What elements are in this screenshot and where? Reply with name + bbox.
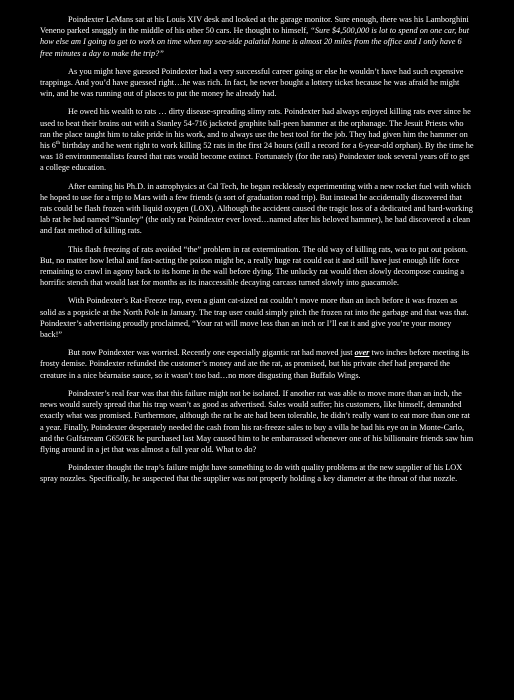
paragraph-6-text: With Poindexter’s Rat-Freeze trap, even a giant cat-sized rat couldn’t move more than an inch before it was frozen as solid as a popsicle at the North Pole in January. The trap user could simply pitch the frozen rat into the garbage and that was that. Poindexter’s advertising proudly proclaimed, “Your rat will move less than an inch or I’ll eat it and give you’re your money back!” [40, 296, 469, 340]
paragraph-2-text: As you might have guessed Poindexter had a very successful career going or else he wouldn’t have had such expensive trappings. And you’d have guessed right…he was rich. In fact, he never bought a lottery ticket because he was afraid he might win, and he was running out of places to put the money he already had. [40, 66, 464, 99]
paragraph-7 [40, 347, 474, 381]
paragraph-1-text: Poindexter LeMans sat at his Louis XIV desk and looked at the garage monitor. Sure enough, there was his Lamborghini Veneno parked snuggly in the middle of his other 50 cars. He thought to himself, [40, 15, 469, 36]
paragraph-9 [40, 462, 474, 484]
paragraph-7-text-a: But now Poindexter was worried. Recently one especially gigantic rat had moved just [68, 348, 355, 358]
paragraph-3 [40, 106, 474, 173]
paragraph-2 [40, 66, 474, 100]
emphasized-word: over [354, 348, 370, 358]
paragraph-6 [40, 295, 474, 340]
paragraph-7-text-b: two inches before meeting its frosty demise. Poindexter refunded the customer’s money and ate the rat, as promised, but his private chef had prepared the creature in a nice béarnaise sauce, so it wasn’t too bad…no more disgusting than Buffalo Wings. [40, 348, 470, 380]
paragraph-3-text-a: He owed his wealth to rats … dirty disease-spreading slimy rats. Poindexter had always enjoyed killing rats ever since he used to beat their brains out with a Stanley 54-716 jacketed graphite ball-peen hammer at the orphanage. The Jesuit Priests who ran the place taught him to take pride in his work, and to always use the best tool for the job. They had given him the hammer on his 6 [40, 107, 471, 151]
paragraph-1 [40, 14, 474, 59]
paragraph-5 [40, 244, 474, 289]
ordinal-suffix: th [55, 140, 61, 147]
paragraph-5-text: This flash freezing of rats avoided “the” problem in rat extermination. The old way of killing rats, was to put out poison. But, no matter how lethal and fast-acting the poison might be, a really huge rat could eat it and still have just enough life force remaining to crawl in agony back to its home in the wall before dying. The unlucky rat would then slowly decompose causing a horrific stench that would last for months as its inaccessible decaying carcass turned slowly into guacamole. [40, 244, 468, 288]
paragraph-8 [40, 388, 474, 455]
paragraph-9-text: Poindexter thought the trap’s failure might have something to do with quality problems at the new supplier of his LOX spray nozzles. Specifically, he suspected that the supplier was not properly holding a key diameter at the throat of that nozzle. [40, 463, 463, 484]
paragraph-1-thought: “Sure $4,500,000 is lot to spend on one car, but how else am I going to get to work on time when my sea-side palatial home is almost 20 miles from the office and I only have 6 free minutes a day to make the trip?” [40, 26, 470, 58]
paragraph-4-text: After earning his Ph.D. in astrophysics at Cal Tech, he began recklessly experimenting with a new rocket fuel with which he hoped to use for a trip to Mars with a few friends (a sort of graduation road trip). But instead he accidentally discovered that rats could be flash frozen with liquid oxygen (LOX). Although the accident caused the tragic loss of a dedicated and hard-working lab rat he had named “Stanley” (the only rat Poindexter ever loved…named after his beloved hammer), he had discovered a clean and fast method of killing rats. [40, 181, 473, 236]
paragraph-3-text-b: birthday and he went right to work killing 52 rats in the first 24 hours (still a record for a 6-year-old orphan). By the time he was 18 environmentalists feared that rats would become extinct. Fortunately (for the rats) Poindexter took several years off to get a college education. [40, 141, 474, 173]
paragraph-8-text: Poindexter’s real fear was that this failure might not be isolated. If another rat was able to move more than an inch, the news would surely spread that his trap wasn’t as good as advertised. Sales would suffer; his customers, like himself, demanded exactly what was promised. Furthermore, although the rat he ate had been tolerable, he didn’t really want to eat more than one rat a year. Finally, Poindexter desperately needed the cash from his rat-freeze sales to buy a villa he had his eye on in Monte-Carlo, and the Gulfstream G650ER he purchased last May caused him to be embarrassed whenever one of his billionaire friends saw him flying around in a jet that was almost a full year old. What to do? [40, 388, 474, 454]
paragraph-4 [40, 181, 474, 237]
